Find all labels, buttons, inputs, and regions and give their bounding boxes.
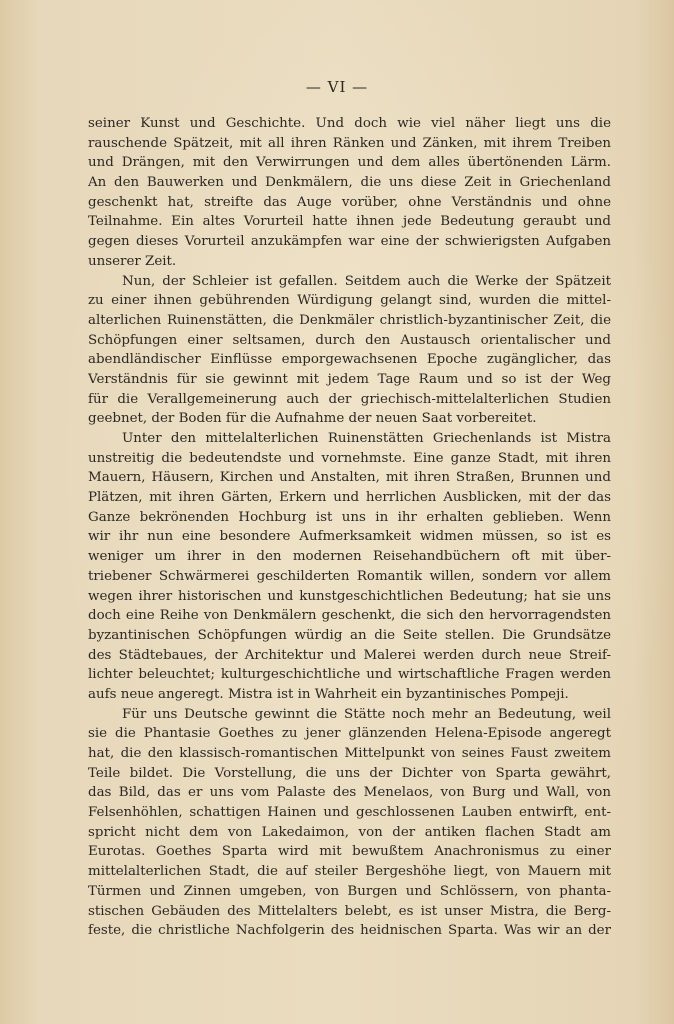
text-line: mittelalterlichen Stadt, die auf steiler Bergeshöhe liegt, von Mauern mit [88,864,611,880]
text-line: aufs neue angeregt. Mistra ist in Wahrheit ein byzantinisches Pompeji. [88,686,569,702]
text-line: des Städtebaues, der Architektur und Malerei werden durch neue Streif- [88,647,611,663]
text-line: Nun, der Schleier ist gefallen. Seitdem auch die Werke der Spätzeit [122,273,611,289]
text-line: Teile bildet. Die Vorstellung, die uns der Dichter von Sparta gewährt, [88,765,611,781]
text-line: hat, die den klassisch-romantischen Mittelpunkt von seines Faust zweitem [88,746,611,761]
text-line: Eurotas. Goethes Sparta wird mit bewußtem Anachronismus zu einer [88,844,611,860]
text-line: lichter beleuchtet; kulturgeschichtliche und wirtschaftliche Fragen werden [88,667,611,683]
text-line: geschenkt hat, streifte das Auge vorüber, ohne Verständnis und ohne [88,194,611,210]
text-line: byzantinischen Schöpfungen würdig an die Seite stellen. Die Grundsätze [88,627,611,643]
text-line: Teilnahme. Ein altes Vorurteil hatte ihnen jede Bedeutung geraubt und [88,214,611,230]
text-line: gegen dieses Vorurteil anzukämpfen war eine der schwierigsten Aufgaben [88,234,611,250]
text-line: alterlichen Ruinenstätten, die Denkmäler christlich-byzantinischer Zeit, die [88,312,611,328]
text-line: Schöpfungen einer seltsamen, durch den Austausch orientalischer und [88,332,611,348]
text-line: unstreitig die bedeutendste und vornehmste. Eine ganze Stadt, mit ihren [88,450,611,466]
text-line: wir ihr nun eine besondere Aufmerksamkeit widmen müssen, so ist es [88,529,611,545]
text-line: Verständnis für sie gewinnt mit jedem Tage Raum und so ist der Weg [88,371,611,387]
text-line: triebener Schwärmerei geschilderten Romantik willen, sondern vor allem [88,568,611,584]
text-line: wegen ihrer historischen und kunstgeschichtlichen Bedeutung; hat sie uns [88,588,611,604]
text-line: Plätzen, mit ihren Gärten, Erkern und herrlichen Ausblicken, mit der das [88,490,611,506]
text-line: spricht nicht dem von Lakedaimon, von der antiken flachen Stadt am [88,824,611,840]
text-line: doch eine Reihe von Denkmälern geschenkt, die sich den hervorragendsten [88,608,611,624]
body-text [88,114,611,941]
text-line: sie die Phantasie Goethes zu jener glänzenden Helena-Episode angeregt [88,726,611,742]
text-line: Felsenhöhlen, schattigen Hainen und geschlossenen Lauben entwirft, ent- [88,805,611,821]
text-line: seiner Kunst und Geschichte. Und doch wie viel näher liegt uns die [88,116,611,131]
text-line: Ganze bekrönenden Hochburg ist uns in ihr erhalten geblieben. Wenn [88,509,611,525]
text-line: Mauern, Häusern, Kirchen und Anstalten, mit ihren Straßen, Brunnen und [88,470,611,486]
text-line: unserer Zeit. [88,253,177,269]
text-line: Für uns Deutsche gewinnt die Stätte noch mehr an Bedeutung, weil [122,706,611,722]
text-line: Unter den mittelalterlichen Ruinenstätten Griechenlands ist Mistra [122,431,611,446]
text-line: stischen Gebäuden des Mittelalters belebt, es ist unser Mistra, die Berg- [88,903,611,919]
page-number: — VI — [305,78,369,96]
text-line: das Bild, das er uns vom Palaste des Menelaos, von Burg und Wall, von [88,785,611,801]
text-line: für die Verallgemeinerung auch der griechisch-mittelalterlichen Studien [88,391,611,407]
text-line: geebnet, der Boden für die Aufnahme der neuen Saat vorbereitet. [88,411,537,427]
text-line: An den Bauwerken und Denkmälern, die uns diese Zeit in Griechenland [88,175,611,191]
text-line: Türmen und Zinnen umgeben, von Burgen und Schlössern, von phanta- [88,883,611,899]
text-line: zu einer ihnen gebührenden Würdigung gelangt sind, wurden die mittel- [88,293,611,309]
text-line: feste, die christliche Nachfolgerin des heidnischen Sparta. Was wir an der [88,923,611,939]
text-line: weniger um ihrer in den modernen Reisehandbüchern oft mit über- [88,549,611,565]
text-line: abendländischer Einflüsse emporgewachsenen Epoche zugänglicher, das [88,352,611,368]
text-line: rauschende Spätzeit, mit all ihren Ränken und Zänken, mit ihrem Treiben [88,135,611,151]
text-line: und Drängen, mit den Verwirrungen und dem alles übertönenden Lärm. [88,155,611,171]
